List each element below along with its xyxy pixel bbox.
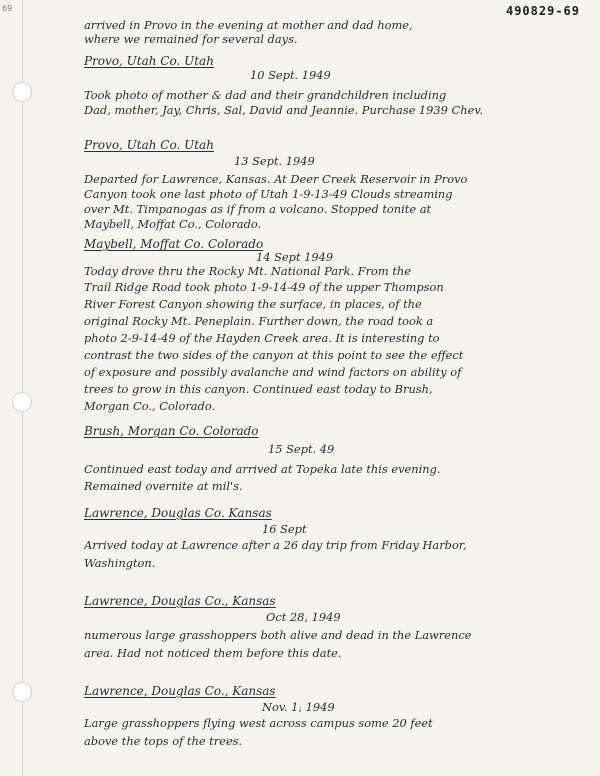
entry-date: 13 Sept. 1949 — [234, 154, 315, 168]
journal-line: Departed for Lawrence, Kansas. At Deer Creek Reservoir in Provo — [84, 172, 468, 186]
locality-heading: Provo, Utah Co. Utah — [84, 138, 214, 152]
locality-heading: Lawrence, Douglas Co., Kansas — [84, 594, 276, 608]
journal-line: Morgan Co., Colorado. — [84, 399, 216, 413]
journal-line: where we remained for several days. — [84, 32, 298, 46]
journal-line: Took photo of mother & dad and their grandchildren including — [84, 88, 447, 102]
journal-line: Arrived today at Lawrence after a 26 day trip from Friday Harbor, — [84, 538, 467, 552]
journal-line: arrived in Provo in the evening at mother and dad home, — [84, 18, 413, 32]
journal-line: Dad, mother, Jay, Chris, Sal, David and Jeannie. Purchase 1939 Chev. — [84, 103, 484, 117]
journal-line: Washington. — [84, 556, 156, 570]
locality-heading: Lawrence, Douglas Co., Kansas — [84, 684, 276, 698]
journal-line: Maybell, Moffat Co., Colorado. — [84, 217, 262, 231]
entry-date: 16 Sept — [262, 522, 307, 536]
punch-hole — [12, 392, 32, 412]
journal-line: Trail Ridge Road took photo 1-9-14-49 of the upper Thompson — [84, 280, 444, 294]
journal-line: trees to grow in this canyon. Continued east today to Brush, — [84, 382, 433, 396]
locality-heading: Provo, Utah Co. Utah — [84, 54, 214, 68]
journal-line: contrast the two sides of the canyon at this point to see the effect — [84, 348, 464, 362]
locality-heading: Maybell, Moffat Co. Colorado — [84, 237, 264, 251]
page-corner-number: 69 — [2, 4, 13, 13]
journal-line: above the tops of the trees. — [84, 734, 243, 748]
journal-line: original Rocky Mt. Peneplain. Further down, the road took a — [84, 314, 434, 328]
locality-heading: Lawrence, Douglas Co. Kansas — [84, 506, 272, 520]
journal-line: Today drove thru the Rocky Mt. National Park. From the — [84, 264, 411, 278]
margin-line — [22, 0, 23, 776]
entry-date: 14 Sept 1949 — [256, 250, 334, 264]
journal-line: Continued east today and arrived at Topeka late this evening. — [84, 462, 441, 476]
punch-hole — [12, 82, 32, 102]
entry-date: Nov. 1, 1949 — [262, 700, 335, 714]
entry-date: Oct 28, 1949 — [266, 610, 341, 624]
journal-line: of exposure and possibly avalanche and wind factors on ability of — [84, 365, 462, 379]
punch-hole — [12, 682, 32, 702]
journal-line: numerous large grasshoppers both alive and dead in the Lawrence — [84, 628, 472, 642]
journal-line: over Mt. Timpanogas as if from a volcano. Stopped tonite at — [84, 202, 432, 216]
journal-line: Large grasshoppers flying west across campus some 20 feet — [84, 716, 433, 730]
journal-line: photo 2-9-14-49 of the Hayden Creek area. It is interesting to — [84, 331, 440, 345]
journal-line: River Forest Canyon showing the surface, in places, of the — [84, 297, 422, 311]
specimen-tag-number: 490829-69 — [505, 4, 580, 18]
journal-line: Canyon took one last photo of Utah 1-9-13-49 Clouds streaming — [84, 187, 453, 201]
journal-line: Remained overnite at mil's. — [84, 479, 243, 493]
entry-date: 15 Sept. 49 — [268, 442, 335, 456]
locality-heading: Brush, Morgan Co. Colorado — [84, 424, 259, 438]
entry-date: 10 Sept. 1949 — [250, 68, 331, 82]
journal-line: area. Had not noticed them before this date. — [84, 646, 342, 660]
